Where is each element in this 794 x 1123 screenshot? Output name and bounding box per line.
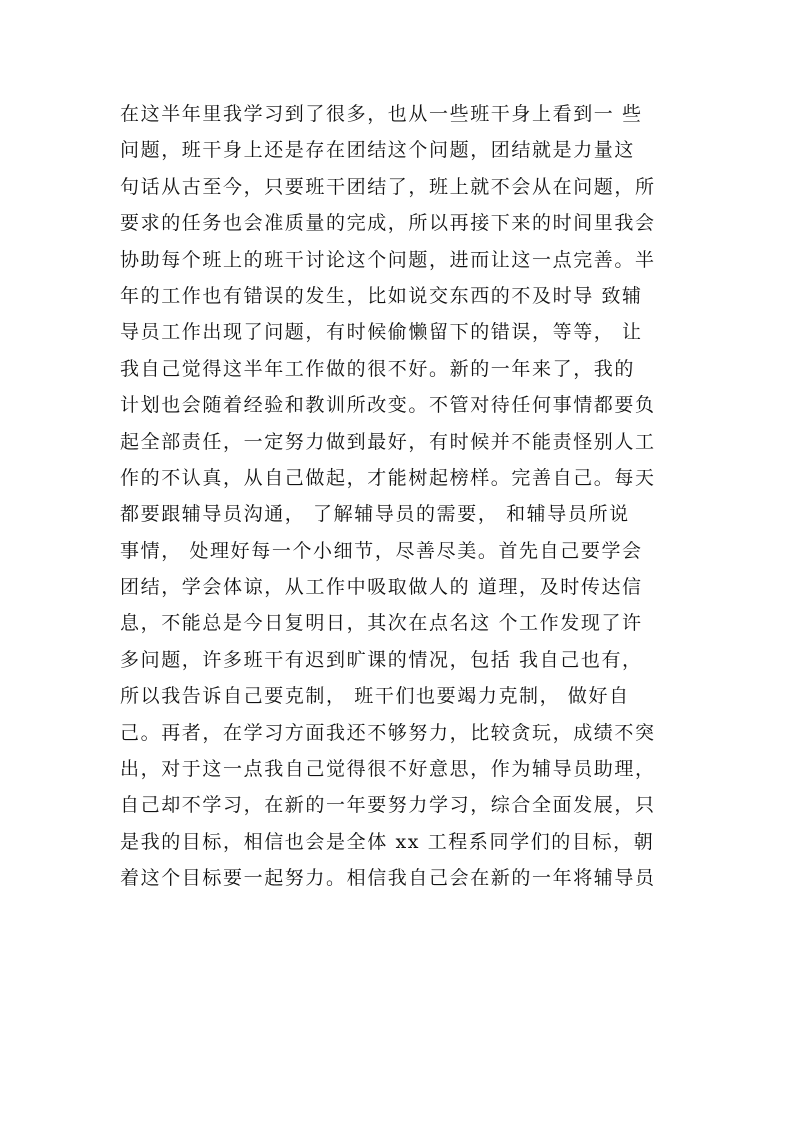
text-line: 要求的任务也会准质量的完成，所以再接下来的时间里我会 [120,212,656,235]
text-line: 年的工作也有错误的发生，比如说交东西的不及时导 致辅 [120,284,643,307]
text-line: 息，不能总是今日复明日，其次在点名这 个工作发现了许 [120,612,643,635]
text-line: 都要跟辅导员沟通， 了解辅导员的需要， 和辅导员所说 [120,503,630,526]
text-line: 所以我告诉自己要克制， 班干们也要竭力克制， 做好自 [120,685,630,708]
body-text [120,96,700,897]
text-line: 我自己觉得这半年工作做的很不好。新的一年来了，我的 [120,357,636,380]
text-line: 自己却不学习，在新的一年要努力学习，综合全面发展，只 [120,794,656,817]
text-line: 事情， 处理好每一个小细节，尽善尽美。首先自己要学会 [120,539,643,562]
text-line: 着这个目标要一起努力。相信我自己会在新的一年将辅导员 [120,867,656,890]
text-line: 己。再者，在学习方面我还不够努力，比较贪玩，成绩不突 [120,721,656,744]
text-line: 导员工作出现了问题，有时候偷懒留下的错误，等等， 让 [120,321,643,344]
text-line: 协助每个班上的班干讨论这个问题，进而让这一点完善。半 [120,248,656,271]
text-line: 多问题，许多班干有迟到旷课的情况，包括 我自己也有， [120,648,643,671]
text-line: 出，对于这一点我自己觉得很不好意思，作为辅导员助理， [120,758,656,781]
text-line: 团结，学会体谅，从工作中吸取做人的 道理，及时传达信 [120,576,643,599]
text-line: 在这半年里我学习到了很多，也从一些班干身上看到一 些 [120,103,643,125]
text-line: 是我的目标，相信也会是全体 xx 工程系同学们的目标，朝 [120,830,655,853]
text-line: 计划也会随着经验和教训所改变。不管对待任何事情都要负 [120,394,656,417]
text-line: 问题，班干身上还是存在团结这个问题，团结就是力量这 [120,139,636,162]
text-line: 作的不认真，从自己做起，才能树起榜样。完善自己。每天 [120,466,656,489]
text-line: 起全部责任，一定努力做到最好，有时候并不能责怪别人工 [120,430,656,453]
text-line: 句话从古至今，只要班干团结了，班上就不会从在问题，所 [120,175,656,198]
